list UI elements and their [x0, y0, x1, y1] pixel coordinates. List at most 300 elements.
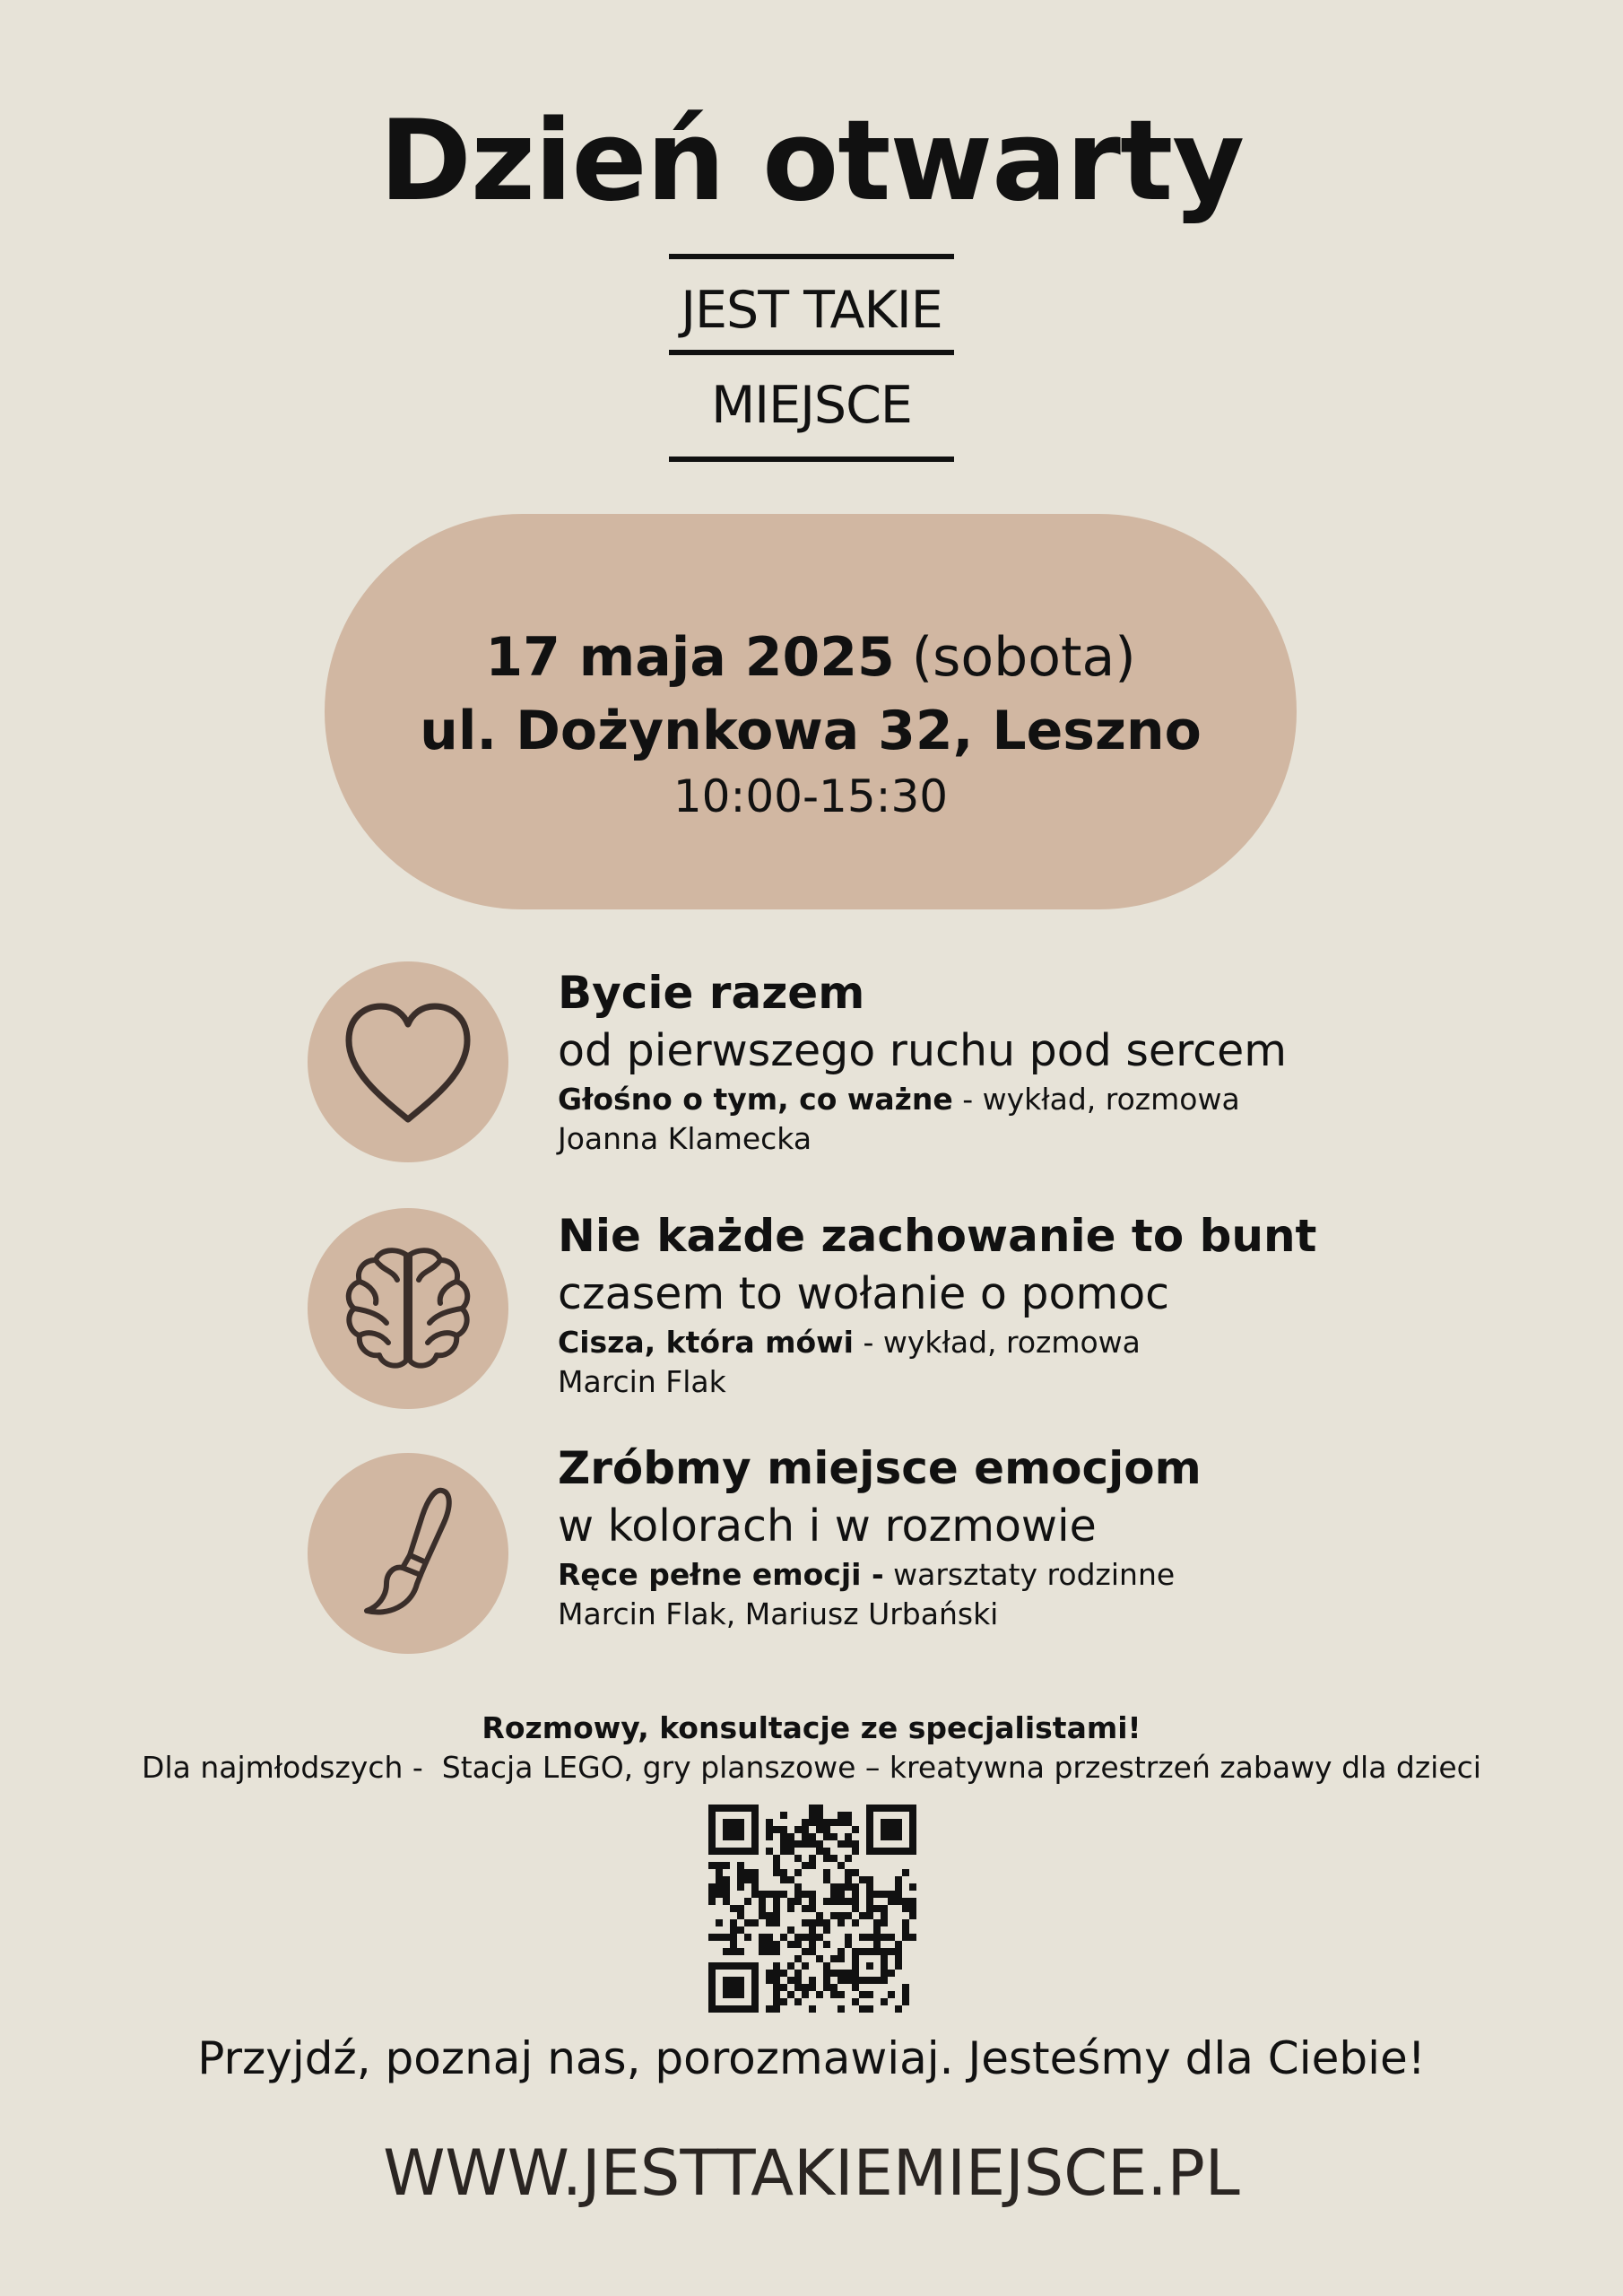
qr-module — [802, 1862, 809, 1869]
qr-module — [809, 1812, 816, 1819]
qr-module — [716, 1962, 723, 1970]
qr-module — [838, 1812, 845, 1819]
qr-module — [909, 1826, 916, 1833]
qr-module — [909, 1898, 916, 1905]
qr-module — [716, 1848, 723, 1855]
qr-module — [716, 1891, 723, 1898]
qr-module — [766, 1919, 773, 1926]
qr-module — [830, 1855, 838, 1862]
qr-module — [773, 1912, 780, 1919]
qr-module — [845, 1941, 852, 1948]
qr-module — [773, 1998, 780, 2005]
qr-module — [895, 1848, 902, 1855]
qr-module — [751, 1819, 759, 1826]
qr-module — [759, 1891, 766, 1898]
qr-module — [751, 1883, 759, 1891]
qr-module — [794, 1984, 802, 1991]
qr-module — [823, 1970, 830, 1977]
qr-module — [881, 1819, 888, 1826]
qr-module — [838, 1840, 845, 1848]
qr-module — [881, 1970, 888, 1977]
qr-module — [809, 2005, 816, 2013]
qr-module — [773, 1962, 780, 1970]
qr-module — [845, 1883, 852, 1891]
qr-module — [802, 1991, 809, 1998]
qr-module — [766, 1826, 773, 1833]
qr-module — [866, 1819, 873, 1826]
qr-module — [716, 1805, 723, 1812]
qr-module — [852, 1955, 859, 1962]
qr-module — [716, 1883, 723, 1891]
qr-module — [852, 1970, 859, 1977]
qr-module — [809, 1898, 816, 1905]
qr-module — [723, 1819, 730, 1826]
qr-module — [838, 1919, 845, 1926]
qr-module — [838, 1955, 845, 1962]
qr-module — [787, 1848, 794, 1855]
qr-module — [830, 1833, 838, 1840]
event-speakers: Marcin Flak — [558, 1364, 726, 1399]
qr-module — [730, 1948, 737, 1955]
qr-module — [730, 1991, 737, 1998]
qr-module — [830, 1984, 838, 1991]
qr-module — [773, 1869, 780, 1876]
qr-module — [838, 1883, 845, 1891]
qr-module — [751, 1891, 759, 1898]
qr-module — [716, 1876, 723, 1883]
qr-module — [802, 1984, 809, 1991]
qr-module — [708, 1977, 716, 1984]
qr-module — [708, 1962, 716, 1970]
qr-module — [787, 1926, 794, 1934]
qr-module — [866, 1891, 873, 1898]
qr-module — [845, 1876, 852, 1883]
qr-module — [708, 1848, 716, 1855]
qr-module — [708, 2005, 716, 2013]
qr-module — [730, 1962, 737, 1970]
qr-module — [838, 1948, 845, 1955]
qr-module — [866, 1833, 873, 1840]
qr-module — [794, 1855, 802, 1862]
qr-module — [866, 1805, 873, 1812]
qr-module — [730, 1819, 737, 1826]
qr-module — [737, 1962, 744, 1970]
qr-module — [881, 1805, 888, 1812]
qr-module — [888, 1833, 895, 1840]
qr-module — [809, 1984, 816, 1991]
qr-module — [859, 1977, 866, 1984]
qr-module — [716, 1919, 723, 1926]
qr-module — [794, 1883, 802, 1891]
qr-module — [845, 1819, 852, 1826]
event-subtitle: od pierwszego ruchu pod sercem — [558, 1025, 1287, 1076]
paintbrush-icon — [308, 1453, 508, 1654]
qr-module — [708, 1862, 716, 1869]
qr-module — [881, 1891, 888, 1898]
qr-module — [737, 2005, 744, 2013]
qr-module — [902, 1898, 909, 1905]
qr-module — [895, 1898, 902, 1905]
qr-module — [881, 1962, 888, 1970]
qr-module — [730, 1977, 737, 1984]
qr-module — [794, 1998, 802, 2005]
qr-module — [787, 1905, 794, 1912]
qr-module — [787, 1840, 794, 1848]
qr-module — [751, 1970, 759, 1977]
qr-module — [816, 1919, 823, 1926]
qr-module — [751, 1919, 759, 1926]
talk-type: - wykład, rozmowa — [952, 1082, 1240, 1117]
qr-module — [830, 1970, 838, 1977]
event-subtitle: w kolorach i w rozmowie — [558, 1500, 1097, 1552]
qr-module — [845, 1898, 852, 1905]
qr-module — [809, 1819, 816, 1826]
qr-module — [723, 2005, 730, 2013]
qr-module — [723, 1891, 730, 1898]
qr-module — [708, 1812, 716, 1819]
qr-module — [802, 1962, 809, 1970]
qr-module — [809, 1862, 816, 1869]
qr-module — [873, 1948, 881, 1955]
qr-module — [737, 1848, 744, 1855]
qr-module — [773, 1826, 780, 1833]
qr-module — [830, 1891, 838, 1898]
qr-module — [723, 1977, 730, 1984]
qr-module — [730, 1826, 737, 1833]
qr-module — [751, 1805, 759, 1812]
website-link[interactable]: WWW.JESTTAKIEMIEJSCE.PL — [383, 2136, 1240, 2210]
qr-module — [723, 1962, 730, 1970]
qr-module — [794, 1840, 802, 1848]
qr-module — [902, 1919, 909, 1926]
qr-module — [737, 1869, 744, 1876]
qr-module — [866, 1848, 873, 1855]
qr-module — [780, 1826, 787, 1833]
qr-module — [852, 1948, 859, 1955]
qr-module — [780, 1812, 787, 1819]
qr-module — [823, 1833, 830, 1840]
qr-module — [888, 1970, 895, 1977]
qr-module — [809, 1948, 816, 1955]
qr-module — [780, 1876, 787, 1883]
talk-title: Ręce pełne emocji - — [558, 1557, 884, 1592]
qr-module — [888, 1934, 895, 1941]
qr-module — [859, 1991, 866, 1998]
qr-module — [730, 1926, 737, 1934]
qr-module — [895, 1805, 902, 1812]
event-icon-circle — [308, 1208, 508, 1409]
qr-module — [802, 1819, 809, 1826]
qr-module — [744, 2005, 751, 2013]
qr-module — [909, 1848, 916, 1855]
qr-module — [823, 1819, 830, 1826]
qr-module — [852, 1883, 859, 1891]
qr-code-graphic — [708, 1805, 916, 2013]
qr-code[interactable] — [708, 1805, 916, 2013]
qr-module — [881, 1934, 888, 1941]
qr-module — [780, 1840, 787, 1848]
qr-module — [866, 1912, 873, 1919]
qr-module — [708, 1819, 716, 1826]
qr-module — [866, 1934, 873, 1941]
qr-module — [866, 1826, 873, 1833]
qr-module — [866, 1812, 873, 1819]
event-speakers: Joanna Klamecka — [558, 1121, 812, 1156]
event-icon-circle — [308, 961, 508, 1162]
event-3 — [558, 1439, 1589, 1634]
qr-module — [802, 1905, 809, 1912]
qr-module — [716, 2005, 723, 2013]
qr-module — [838, 1898, 845, 1905]
event-icon-circle — [308, 1453, 508, 1654]
qr-module — [730, 1848, 737, 1855]
qr-module — [780, 1833, 787, 1840]
qr-module — [716, 1869, 723, 1876]
qr-module — [888, 1898, 895, 1905]
qr-module — [787, 1991, 794, 1998]
qr-module — [794, 1891, 802, 1898]
qr-module — [787, 1941, 794, 1948]
qr-module — [708, 1891, 716, 1898]
qr-module — [895, 1891, 902, 1898]
qr-module — [902, 1998, 909, 2005]
qr-module — [881, 1848, 888, 1855]
qr-module — [838, 1862, 845, 1869]
qr-module — [823, 1926, 830, 1934]
qr-module — [881, 1905, 888, 1912]
event-weekday: (sobota) — [911, 626, 1136, 689]
qr-module — [730, 1934, 737, 1941]
consultations-note: Rozmowy, konsultacje ze specjalistami! — [482, 1710, 1141, 1745]
qr-module — [852, 1984, 859, 1991]
qr-module — [902, 1848, 909, 1855]
event-heading: Nie każde zachowanie to bunt — [558, 1210, 1317, 1262]
qr-module — [830, 1955, 838, 1962]
qr-module — [773, 1970, 780, 1977]
qr-module — [852, 1919, 859, 1926]
qr-module — [909, 1912, 916, 1919]
qr-module — [816, 1848, 823, 1855]
qr-module — [737, 1948, 744, 1955]
qr-module — [787, 1962, 794, 1970]
page-title: Dzień otwarty — [378, 97, 1245, 226]
qr-module — [737, 1905, 744, 1912]
qr-module — [737, 1912, 744, 1919]
qr-module — [773, 2005, 780, 2013]
qr-module — [859, 1948, 866, 1955]
qr-module — [744, 1848, 751, 1855]
qr-module — [838, 1819, 845, 1826]
qr-module — [816, 1955, 823, 1962]
qr-module — [723, 1805, 730, 1812]
talk-type: warsztaty rodzinne — [883, 1557, 1176, 1592]
event-speakers: Marcin Flak, Mariusz Urbański — [558, 1596, 999, 1631]
qr-module — [716, 1862, 723, 1869]
qr-module — [744, 1876, 751, 1883]
qr-module — [773, 1862, 780, 1869]
qr-module — [830, 1819, 838, 1826]
logo-line-1: JEST TAKIE — [681, 281, 942, 340]
qr-module — [766, 2005, 773, 2013]
qr-module — [888, 1948, 895, 1955]
qr-module — [708, 1970, 716, 1977]
qr-module — [823, 1962, 830, 1970]
qr-module — [866, 1991, 873, 1998]
qr-module — [780, 1984, 787, 1991]
qr-module — [816, 1991, 823, 1998]
qr-module — [787, 1833, 794, 1840]
qr-module — [809, 1977, 816, 1984]
qr-module — [866, 1898, 873, 1905]
qr-module — [909, 1833, 916, 1840]
qr-module — [773, 1948, 780, 1955]
qr-module — [881, 1826, 888, 1833]
qr-module — [773, 1941, 780, 1948]
qr-module — [744, 1869, 751, 1876]
qr-module — [794, 1970, 802, 1977]
event-address: ul. Dożynkowa 32, Leszno — [420, 700, 1202, 762]
qr-module — [895, 1962, 902, 1970]
qr-module — [888, 1819, 895, 1826]
qr-module — [737, 1819, 744, 1826]
qr-module — [859, 1912, 866, 1919]
qr-module — [845, 1855, 852, 1862]
event-1 — [558, 963, 1589, 1159]
qr-module — [708, 1840, 716, 1848]
qr-module — [794, 1977, 802, 1984]
qr-module — [909, 1812, 916, 1819]
qr-module — [909, 1883, 916, 1891]
qr-module — [852, 1905, 859, 1912]
qr-module — [787, 1977, 794, 1984]
qr-module — [723, 1848, 730, 1855]
qr-module — [751, 1848, 759, 1855]
qr-module — [873, 1977, 881, 1984]
qr-module — [859, 1876, 866, 1883]
qr-module — [780, 1891, 787, 1898]
qr-module — [852, 1998, 859, 2005]
qr-module — [845, 1812, 852, 1819]
qr-module — [744, 1962, 751, 1970]
qr-module — [780, 1998, 787, 2005]
qr-module — [708, 1833, 716, 1840]
qr-module — [823, 1869, 830, 1876]
qr-module — [794, 1826, 802, 1833]
qr-module — [802, 1840, 809, 1848]
qr-module — [881, 1912, 888, 1919]
qr-module — [809, 1840, 816, 1848]
qr-module — [909, 1934, 916, 1941]
qr-module — [780, 1970, 787, 1977]
qr-module — [730, 1805, 737, 1812]
qr-module — [766, 1970, 773, 1977]
qr-module — [794, 1955, 802, 1962]
qr-module — [780, 1869, 787, 1876]
qr-module — [830, 1991, 838, 1998]
qr-module — [866, 1977, 873, 1984]
qr-module — [751, 1826, 759, 1833]
qr-module — [873, 1805, 881, 1812]
qr-module — [737, 1926, 744, 1934]
qr-module — [881, 1998, 888, 2005]
qr-module — [780, 1848, 787, 1855]
qr-module — [881, 1919, 888, 1926]
qr-module — [708, 1991, 716, 1998]
qr-module — [773, 1855, 780, 1862]
qr-module — [737, 1876, 744, 1883]
qr-module — [823, 1876, 830, 1883]
qr-module — [730, 1905, 737, 1912]
qr-module — [823, 1855, 830, 1862]
qr-module — [737, 1991, 744, 1998]
qr-module — [823, 1898, 830, 1905]
talk-title: Cisza, która mówi — [558, 1325, 854, 1360]
qr-module — [751, 1977, 759, 1984]
logo-line-2: MIEJSCE — [711, 376, 912, 435]
qr-module — [895, 1833, 902, 1840]
logo-rule-bottom — [669, 457, 954, 462]
qr-module — [838, 2005, 845, 2013]
qr-module — [809, 1891, 816, 1898]
qr-module — [730, 1941, 737, 1948]
qr-module — [909, 1840, 916, 1848]
logo-rule-middle — [669, 350, 954, 355]
qr-module — [873, 1934, 881, 1941]
qr-module — [888, 1991, 895, 1998]
qr-module — [845, 1934, 852, 1941]
qr-module — [838, 1970, 845, 1977]
heart-icon — [308, 961, 508, 1162]
qr-module — [723, 1991, 730, 1998]
qr-module — [723, 1934, 730, 1941]
qr-module — [730, 1984, 737, 1991]
event-heading: Bycie razem — [558, 967, 865, 1019]
qr-module — [852, 1869, 859, 1876]
qr-module — [773, 1984, 780, 1991]
qr-module — [823, 1977, 830, 1984]
qr-module — [723, 1826, 730, 1833]
qr-module — [708, 1984, 716, 1991]
qr-module — [838, 1891, 845, 1898]
qr-module — [816, 1826, 823, 1833]
qr-module — [852, 1962, 859, 1970]
qr-module — [751, 1833, 759, 1840]
qr-module — [902, 1805, 909, 1812]
qr-module — [787, 1898, 794, 1905]
qr-module — [744, 1919, 751, 1926]
qr-module — [909, 1805, 916, 1812]
qr-module — [852, 1840, 859, 1848]
qr-module — [838, 1991, 845, 1998]
qr-module — [852, 1898, 859, 1905]
qr-module — [816, 1819, 823, 1826]
qr-module — [751, 1991, 759, 1998]
qr-module — [759, 1948, 766, 1955]
qr-module — [845, 1869, 852, 1876]
qr-module — [895, 1941, 902, 1948]
qr-module — [845, 1970, 852, 1977]
qr-module — [773, 1919, 780, 1926]
qr-module — [866, 1905, 873, 1912]
qr-module — [873, 1891, 881, 1898]
qr-module — [716, 1934, 723, 1941]
qr-module — [708, 1826, 716, 1833]
qr-module — [895, 1883, 902, 1891]
event-talk — [558, 1555, 1589, 1595]
qr-module — [845, 1833, 852, 1840]
event-2 — [558, 1206, 1589, 1402]
qr-module — [809, 1926, 816, 1934]
